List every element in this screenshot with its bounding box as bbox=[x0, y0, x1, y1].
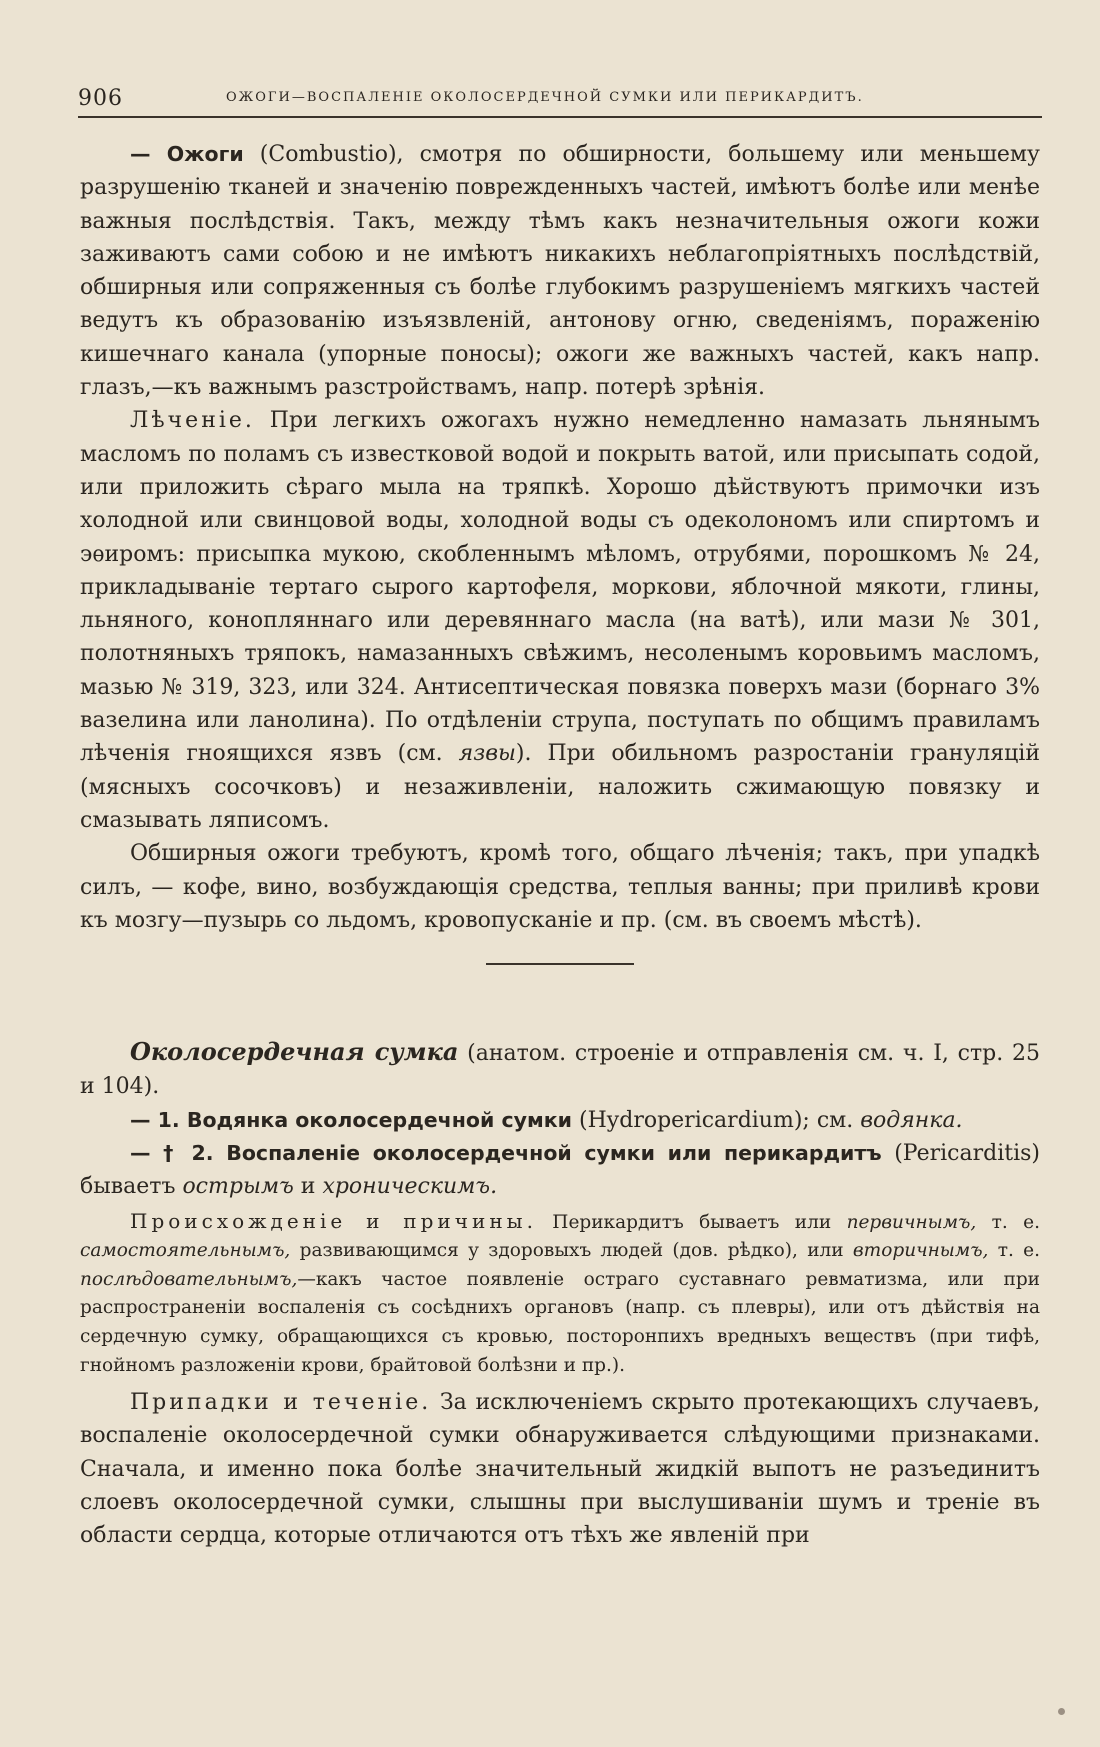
pericarditis-entry bbox=[80, 1137, 1040, 1204]
treatment-text-b: ). При обильномъ разростаніи грануляцій (мясныхъ сосочковъ) и незаживленіи, наложить сжимающую повязку и смазывать ляписомъ. bbox=[80, 741, 1041, 833]
symptoms-text: За исключеніемъ скрыто протекающихъ случаевъ, воспаленіе околосердечной сумки обнаруживается слѣдующими признаками. Сначала, и именно пока болѣе значительный жидкій выпотъ не разъединитъ слоевъ околосердечной сумки, слышны при выслушиваніи шумъ и треніе въ области сердца, которые отличаются отъ тѣхъ же явленій при bbox=[80, 1390, 1040, 1549]
acute-term: острымъ bbox=[182, 1174, 294, 1200]
treatment-text-a: При легкихъ ожогахъ нужно немедленно намазать льнянымъ масломъ по поламъ съ известковой водой и покрыть ватой, или присыпать содой, или приложить сѣраго мыла на тряпкѣ. Хорошо дѣйствуютъ примочки изъ холодной или свинцовой воды, холодной воды съ одеколономъ или спиртомъ и эѳиромъ: присыпка мукою, скобленнымъ мѣломъ, отрубями, порошкомъ № 24, прикладываніе тертаго сырого картофеля, моркови, яблочной мякоти, глины, льняного, конопляннаго или деревяннаго масла (на ватѣ), или мази № 301, полотняныхъ тряпокъ, намазанныхъ свѣжимъ, несоленымъ коровьимъ масломъ, мазью № 319, 323, или 324. Антисептическая повязка поверхъ мази (борнаго 3% вазелина или ланолина). По отдѣленіи струпа, поступать по общимъ правиламъ лѣченія гноящихся язвъ (см. bbox=[80, 408, 1040, 767]
secondary-term: вторичнымъ, bbox=[852, 1240, 989, 1262]
pericardium-title-paragraph bbox=[80, 1035, 1040, 1104]
consequent-term: послѣдовательнымъ, bbox=[80, 1268, 298, 1290]
burns-heading: — Ожоги bbox=[130, 142, 244, 166]
treatment-label: Лѣченіе. bbox=[130, 408, 255, 434]
ulcers-reference: язвы bbox=[458, 741, 516, 767]
origin-paragraph bbox=[80, 1207, 1040, 1381]
pericardium-title-rest: (анатом. строеніе и отправленія см. ч. I, стр. 25 и 104). bbox=[80, 1041, 1041, 1100]
origin-text-e: —какъ частое появленіе остраго суставнаго ревматизма, или при распространеніи воспаленія съ сосѣднихъ органовъ (напр. съ плевры), или отъ дѣйствія на сердечную сумку, обращающихся съ кровью, посторонпихъ вредныхъ веществъ (при тифѣ, гнойномъ разложеніи крови, брайтовой болѣзни и пр.). bbox=[80, 1268, 1040, 1376]
origin-text-b: т. е. bbox=[976, 1211, 1040, 1233]
page-number: 906 bbox=[78, 86, 123, 111]
running-title: ОЖОГИ—ВОСПАЛЕНІЕ ОКОЛОСЕРДЕЧНОЙ СУМКИ ИЛИ ПЕРИКАРДИТЪ. bbox=[226, 90, 864, 105]
burns-text: (Combustio), смотря по обширности, большему или меньшему разрушенію тканей и значенію поврежденныхъ частей, имѣютъ болѣе или менѣе важныя послѣдствія. Такъ, между тѣмъ какъ незначительныя ожоги кожи заживаютъ сами собою и не имѣютъ никакихъ неблагопріятныхъ послѣдствій, обширныя или сопряженныя съ болѣе глубокимъ разрушеніемъ мягкихъ частей ведутъ къ образованію изъязвленій, антонову огню, сведеніямъ, пораженію кишечнаго канала (упорные поносы); ожоги же важныхъ частей, какъ напр. глазъ,—къ важнымъ разстройствамъ, напр. потерѣ зрѣнія. bbox=[80, 142, 1040, 401]
dropsy-reference: водянка. bbox=[860, 1107, 963, 1133]
symptoms-label: Припадки и теченіе. bbox=[130, 1390, 432, 1416]
section-divider bbox=[486, 963, 634, 965]
origin-text-d: т. е. bbox=[988, 1240, 1040, 1262]
symptoms-paragraph bbox=[80, 1386, 1040, 1552]
independent-term: самостоятельнымъ, bbox=[80, 1240, 291, 1262]
treatment-paragraph bbox=[80, 404, 1040, 837]
pericardium-title: Околосердечная сумка bbox=[130, 1037, 459, 1067]
page-header bbox=[78, 82, 1042, 118]
page-body bbox=[80, 138, 1040, 1553]
hydropericardium-text: (Hydropericardium); см. bbox=[572, 1107, 861, 1133]
primary-term: первичнымъ, bbox=[846, 1211, 977, 1233]
burns-paragraph bbox=[80, 138, 1040, 404]
origin-text-c: развивающимся у здоровыхъ людей (дов. рѣдко), или bbox=[290, 1240, 853, 1262]
pericarditis-text: (Pericarditis) бываетъ bbox=[80, 1141, 1040, 1200]
and-word: и bbox=[293, 1174, 323, 1200]
origin-label: Происхожденіе и причины. bbox=[130, 1208, 537, 1233]
pericarditis-heading: — † 2. Воспаленіе околосердечной сумки или перикардитъ bbox=[130, 1141, 882, 1166]
extensive-burns-paragraph: Обширныя ожоги требуютъ, кромѣ того, общаго лѣченія; такъ, при упадкѣ силъ, — кофе, вино, возбуждающія средства, теплыя ванны; при приливѣ крови къ мозгу—пузырь со льдомъ, кровопусканіе и пр. (см. въ своемъ мѣстѣ). bbox=[80, 841, 1040, 933]
hydropericardium-entry bbox=[80, 1104, 1040, 1137]
origin-text-a: Перикардитъ бываетъ или bbox=[536, 1211, 847, 1233]
hydropericardium-heading: — 1. Водянка околосердечной сумки bbox=[130, 1107, 573, 1132]
paper-speck bbox=[1058, 1708, 1065, 1715]
chronic-term: хроническимъ. bbox=[322, 1174, 498, 1200]
